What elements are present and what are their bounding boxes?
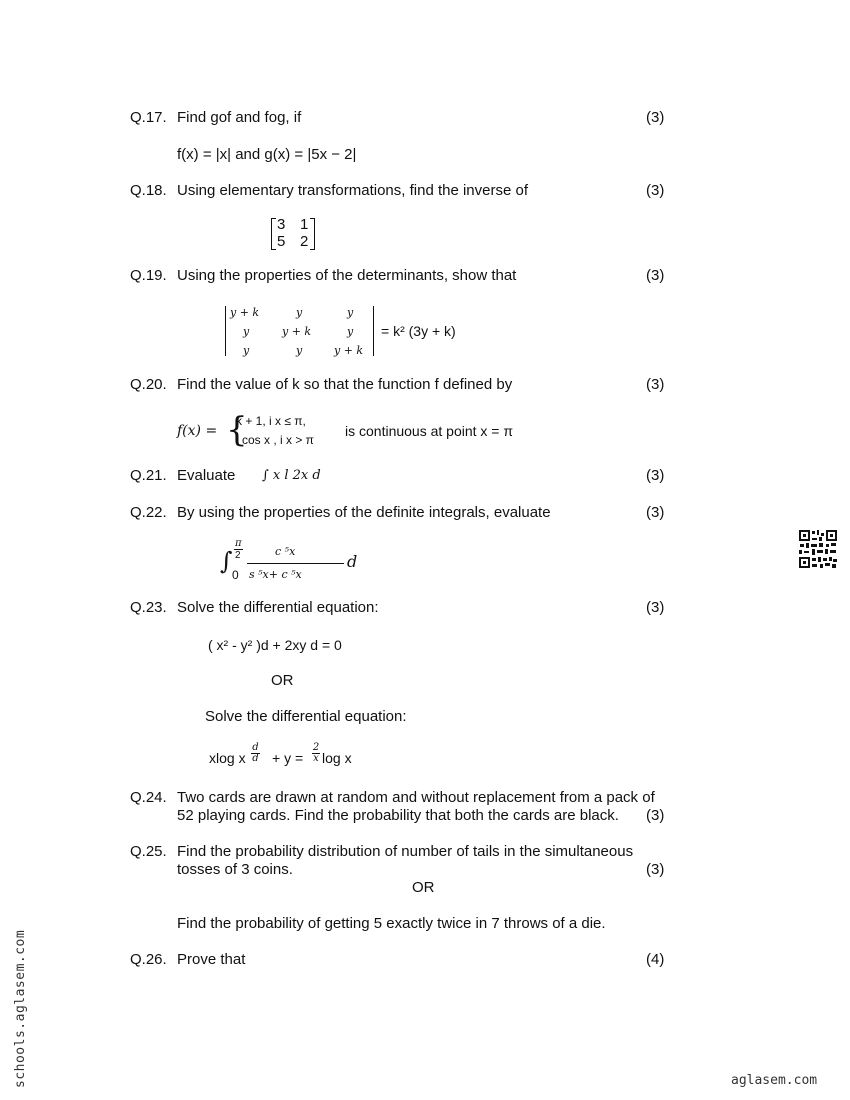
integral-icon: ∫ <box>220 547 233 575</box>
q25-alt: Find the probability of getting 5 exactly twice in 7 throws of a die. <box>177 915 606 932</box>
det-cell: y + k <box>334 344 364 357</box>
q18-text: Using elementary transformations, find the inverse of <box>177 182 528 199</box>
q26-marks: (4) <box>646 951 665 968</box>
q24-line1: Two cards are drawn at random and without replacement from a pack of <box>177 789 655 806</box>
q20-case2: cos x , i x > π <box>242 433 314 447</box>
qr-code-icon[interactable] <box>798 529 838 569</box>
q22-upper-den: 2 <box>235 550 241 561</box>
q23-eq2b: + y = <box>272 750 304 766</box>
q25-number: Q.25. <box>130 843 167 860</box>
q18-number: Q.18. <box>130 182 167 199</box>
q17-number: Q.17. <box>130 109 167 126</box>
q21-marks: (3) <box>646 467 665 484</box>
matrix-cell: 2 <box>300 233 309 250</box>
matrix-cell: 5 <box>277 233 286 250</box>
q21-expression: ∫ x l 2x d <box>262 468 321 483</box>
q23-or: OR <box>271 672 294 689</box>
q23-number: Q.23. <box>130 599 167 616</box>
side-watermark: schools.aglasem.com <box>13 929 28 1088</box>
q20-fx: f(x) = <box>177 423 218 439</box>
q23-frac2-den: x <box>313 753 319 764</box>
q19-marks: (3) <box>646 267 665 284</box>
q25-line1: Find the probability distribution of number of tails in the simultaneous <box>177 843 634 860</box>
q23-eq2c: log x <box>322 750 352 766</box>
q25-or: OR <box>412 879 435 896</box>
q20-continuity: is continuous at point x = π <box>345 423 514 439</box>
q17-given: f(x) = |x| and g(x) = |5x − 2| <box>177 146 357 163</box>
q24-line2: 52 playing cards. Find the probability that both the cards are black. <box>177 807 619 824</box>
q22-text: By using the properties of the definite integrals, evaluate <box>177 504 551 521</box>
q17-text: Find gof and fog, if <box>177 109 302 126</box>
det-cell: y <box>243 344 250 357</box>
matrix-cell: 1 <box>300 216 309 233</box>
q19-rhs: = k² (3y + k) <box>381 323 456 339</box>
q17-marks: (3) <box>646 109 665 126</box>
q23-frac2-num: 2 <box>312 742 320 753</box>
det-cell: y <box>296 306 303 319</box>
q23-text: Solve the differential equation: <box>177 599 379 616</box>
q26-number: Q.26. <box>130 951 167 968</box>
det-cell: y + k <box>230 306 260 319</box>
q19-number: Q.19. <box>130 267 167 284</box>
q23-frac1-den: d <box>252 753 259 764</box>
q19-text: Using the properties of the determinants, show that <box>177 267 517 284</box>
matrix-cell: 3 <box>277 216 286 233</box>
q23-frac1-num: d <box>252 742 259 753</box>
det-cell: y <box>347 306 354 319</box>
q22-marks: (3) <box>646 504 665 521</box>
q22-numerator: c ⁵x <box>275 545 296 558</box>
det-cell: y <box>243 325 250 338</box>
q20-number: Q.20. <box>130 376 167 393</box>
q24-number: Q.24. <box>130 789 167 806</box>
q25-line2: tosses of 3 coins. <box>177 861 293 878</box>
q22-upper-num: π <box>235 538 242 549</box>
brace-icon: { <box>226 410 248 450</box>
det-cell: y <box>296 344 303 357</box>
q22-lower: 0 <box>232 568 239 582</box>
q20-marks: (3) <box>646 376 665 393</box>
det-cell: y + k <box>282 325 312 338</box>
q23-eq2a: xlog x <box>209 750 246 766</box>
footer-watermark: aglasem.com <box>731 1073 818 1088</box>
q20-case1: k + 1, i x ≤ π, <box>236 414 306 428</box>
q23-alt-text: Solve the differential equation: <box>205 708 407 725</box>
q20-text: Find the value of k so that the function f defined by <box>177 376 513 393</box>
det-cell: y <box>347 325 354 338</box>
q23-marks: (3) <box>646 599 665 616</box>
q25-marks: (3) <box>646 861 665 878</box>
q22-denominator: s ⁵x+ c ⁵x <box>249 568 302 581</box>
q23-equation: ( x² - y² )d + 2xy d = 0 <box>208 637 342 653</box>
q21-text: Evaluate <box>177 467 236 484</box>
q22-dx: d <box>347 552 358 571</box>
q22-number: Q.22. <box>130 504 167 521</box>
q21-number: Q.21. <box>130 467 167 484</box>
q24-marks: (3) <box>646 807 665 824</box>
q18-marks: (3) <box>646 182 665 199</box>
q26-text: Prove that <box>177 951 246 968</box>
